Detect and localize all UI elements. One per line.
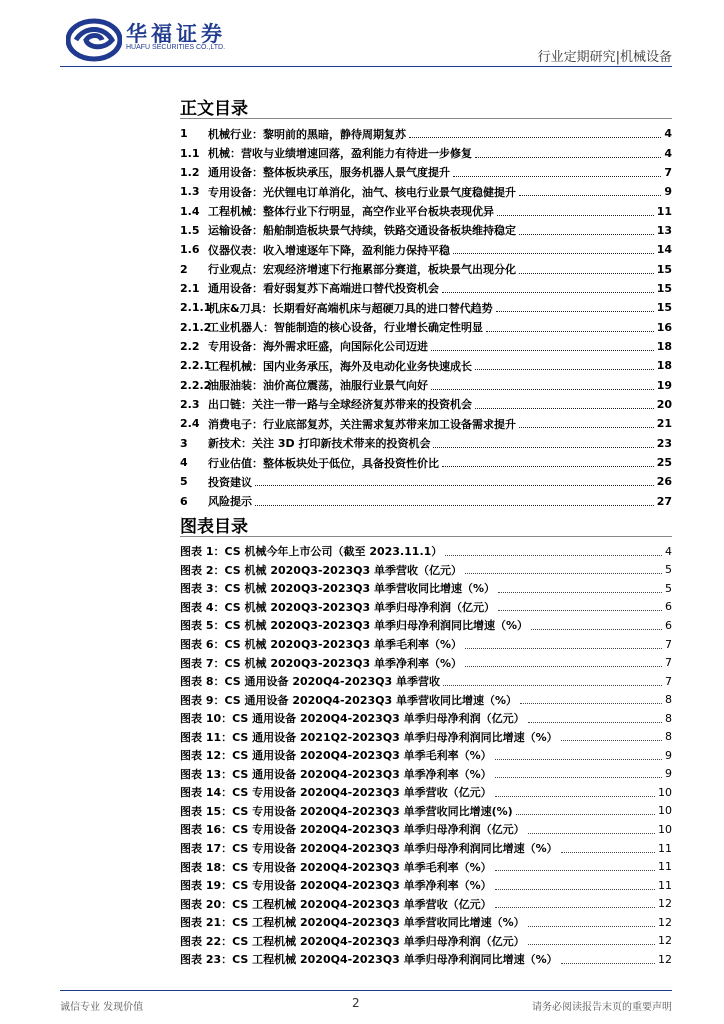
huafu-logo-icon bbox=[66, 18, 122, 62]
figure-entry-page: 12 bbox=[658, 915, 672, 929]
figure-entry[interactable] bbox=[180, 913, 672, 932]
toc-leader-dots bbox=[431, 389, 654, 390]
toc-entry[interactable] bbox=[180, 182, 672, 201]
toc-entry-title: 仪器仪表：收入增速逐年下降，盈利能力保持平稳 bbox=[208, 243, 450, 257]
figure-entry-title: 图表 16：CS 专用设备 2020Q4-2023Q3 单季归母净利润（亿元） bbox=[180, 823, 525, 837]
toc-entry-page: 14 bbox=[656, 243, 672, 257]
toc-entry-page: 23 bbox=[656, 436, 672, 450]
toc-entry-page: 16 bbox=[656, 320, 672, 334]
toc-entry-number: 1.4 bbox=[180, 204, 200, 218]
toc-entry[interactable] bbox=[180, 395, 672, 414]
figure-entry-title: 图表 6：CS 机械 2020Q3-2023Q3 单季毛利率（%） bbox=[180, 638, 462, 651]
figure-entry-page: 5 bbox=[665, 581, 672, 595]
figure-entry-page: 6 bbox=[665, 600, 672, 614]
figure-entry-page: 12 bbox=[658, 952, 672, 966]
toc-entry[interactable] bbox=[180, 356, 672, 375]
figure-entry-title: 图表 8：CS 通用设备 2020Q4-2023Q3 单季营收 bbox=[180, 675, 440, 689]
toc-entry[interactable] bbox=[180, 201, 672, 220]
toc-entry[interactable] bbox=[180, 124, 672, 143]
figure-entry-title: 图表 20：CS 工程机械 2020Q4-2023Q3 单季营收（亿元） bbox=[180, 897, 492, 911]
toc-entry[interactable] bbox=[180, 453, 672, 472]
figure-entry-title: 图表 9：CS 通用设备 2020Q4-2023Q3 单季营收同比增速（%） bbox=[180, 693, 517, 707]
figure-entry-page: 6 bbox=[665, 618, 672, 632]
toc-entry-number: 2.2.2 bbox=[180, 378, 212, 392]
figure-entry-title: 图表 3：CS 机械 2020Q3-2023Q3 单季营收同比增速（%） bbox=[180, 582, 495, 596]
toc-entry-title: 运输设备：船舶制造板块景气持续，铁路交通设备板块维持稳定 bbox=[208, 224, 516, 238]
toc-entry-number: 5 bbox=[180, 475, 188, 489]
figure-entry[interactable] bbox=[180, 783, 672, 802]
toc-entry-page: 7 bbox=[664, 165, 672, 179]
figure-entry-title: 图表 5：CS 机械 2020Q3-2023Q3 单季归母净利润同比增速（%） bbox=[180, 619, 528, 633]
figure-leader-dots bbox=[516, 814, 655, 815]
figure-entry[interactable] bbox=[180, 950, 672, 969]
figure-entry[interactable] bbox=[180, 820, 672, 839]
figure-entry-page: 7 bbox=[665, 674, 672, 688]
figure-entry[interactable] bbox=[180, 709, 672, 728]
toc-entry-title: 工程机械：整体行业下行明显，高空作业平台板块表现优异 bbox=[208, 205, 494, 219]
toc-entry-page: 27 bbox=[656, 494, 672, 508]
toc-entry-title: 消费电子：行业底部复苏，关注需求复苏带来加工设备需求提升 bbox=[208, 417, 516, 431]
toc-entry-title: 油服油装：油价高位震荡，油服行业景气向好 bbox=[208, 379, 428, 393]
toc-entry-title: 机械行业：黎明前的黑暗，静待周期复苏 bbox=[208, 127, 406, 141]
toc-entry-page: 13 bbox=[656, 223, 672, 237]
figure-entry[interactable] bbox=[180, 857, 672, 876]
figure-entry[interactable] bbox=[180, 672, 672, 691]
figure-entry[interactable] bbox=[180, 690, 672, 709]
figure-entry-title: 图表 7：CS 机械 2020Q3-2023Q3 单季净利率（%） bbox=[180, 656, 462, 670]
toc-entry-page: 20 bbox=[656, 397, 672, 411]
figure-entry-page: 10 bbox=[658, 804, 672, 818]
toc-entry-number: 2.2.1 bbox=[180, 359, 212, 373]
toc-title: 正文目录 bbox=[180, 99, 248, 119]
toc-entry-page: 26 bbox=[656, 475, 672, 489]
toc-entry-page: 15 bbox=[656, 301, 672, 315]
header-divider bbox=[60, 66, 672, 67]
figure-entry[interactable] bbox=[180, 876, 672, 895]
toc-leader-dots bbox=[433, 447, 653, 448]
toc-entry[interactable] bbox=[180, 434, 672, 453]
figure-entry[interactable] bbox=[180, 802, 672, 821]
page-header bbox=[0, 0, 724, 70]
toc-entry[interactable] bbox=[180, 143, 672, 162]
figure-entry-title: 图表 1：CS 机械今年上市公司（截至 2023.11.1） bbox=[180, 545, 443, 559]
toc-entry[interactable] bbox=[180, 414, 672, 433]
toc-entry-title: 投资建议 bbox=[208, 475, 252, 489]
toc-leader-dots bbox=[475, 157, 661, 158]
toc-entry-number: 1 bbox=[180, 127, 188, 141]
figure-entry-title: 图表 19：CS 专用设备 2020Q4-2023Q3 单季净利率（%） bbox=[180, 879, 492, 893]
toc-entry[interactable] bbox=[180, 317, 672, 336]
figure-entry-page: 9 bbox=[665, 767, 672, 781]
figure-entry-page: 12 bbox=[658, 934, 672, 948]
toc-entry-page: 4 bbox=[664, 146, 672, 160]
toc-entry-page: 18 bbox=[656, 339, 672, 353]
figure-leader-dots bbox=[498, 610, 662, 611]
toc-entry[interactable] bbox=[180, 472, 672, 491]
toc-entry-page: 15 bbox=[656, 262, 672, 276]
figure-leader-dots bbox=[531, 629, 662, 630]
toc-entry-number: 1.2 bbox=[180, 165, 200, 179]
figure-entry-title: 图表 12：CS 通用设备 2020Q4-2023Q3 单季毛利率（%） bbox=[180, 749, 492, 763]
figure-entry-page: 11 bbox=[658, 878, 672, 892]
table-of-contents bbox=[180, 124, 672, 511]
toc-leader-dots bbox=[486, 331, 654, 332]
figure-entry-page: 4 bbox=[665, 544, 672, 558]
toc-entry-title: 行业观点：宏观经济增速下行拖累部分赛道，板块景气出现分化 bbox=[208, 263, 516, 277]
figure-entry-title: 图表 2：CS 机械 2020Q3-2023Q3 单季营收（亿元） bbox=[180, 563, 462, 577]
figure-entry-page: 10 bbox=[658, 822, 672, 836]
figure-leader-dots bbox=[465, 648, 662, 649]
toc-entry-number: 2.2 bbox=[180, 339, 200, 353]
figure-entry-page: 11 bbox=[658, 841, 672, 855]
toc-leader-dots bbox=[255, 505, 654, 506]
toc-entry-page: 11 bbox=[656, 204, 672, 218]
toc-entry[interactable] bbox=[180, 492, 672, 511]
figure-entry[interactable] bbox=[180, 653, 672, 672]
toc-entry-number: 3 bbox=[180, 436, 188, 450]
figure-entry[interactable] bbox=[180, 635, 672, 654]
toc-entry-page: 25 bbox=[656, 456, 672, 470]
toc-leader-dots bbox=[442, 466, 654, 467]
toc-entry-page: 21 bbox=[656, 417, 672, 431]
figure-entry-page: 8 bbox=[665, 693, 672, 707]
toc-entry[interactable] bbox=[180, 240, 672, 259]
toc-entry-title: 行业估值：整体板块处于低位，具备投资性价比 bbox=[208, 456, 439, 470]
toc-entry-number: 1.5 bbox=[180, 223, 200, 237]
figure-entry[interactable] bbox=[180, 765, 672, 784]
toc-leader-dots bbox=[442, 292, 654, 293]
toc-entry[interactable] bbox=[180, 375, 672, 394]
toc-entry[interactable] bbox=[180, 221, 672, 240]
figure-leader-dots bbox=[528, 944, 655, 945]
figure-entry-page: 7 bbox=[665, 637, 672, 651]
figure-entry-page: 8 bbox=[665, 730, 672, 744]
toc-entry-title: 机床&刀具：长期看好高端机床与超硬刀具的进口替代趋势 bbox=[208, 301, 493, 315]
toc-entry-page: 18 bbox=[656, 359, 672, 373]
figure-entry[interactable] bbox=[180, 727, 672, 746]
figure-entry-page: 9 bbox=[665, 748, 672, 762]
company-logo bbox=[66, 18, 266, 62]
toc-entry-title: 新技术：关注 3D 打印新技术带来的投资机会 bbox=[208, 437, 431, 451]
figure-leader-dots bbox=[561, 740, 662, 741]
footer-divider bbox=[60, 990, 672, 991]
toc-leader-dots bbox=[497, 215, 654, 216]
toc-leader-dots bbox=[519, 195, 661, 196]
report-type: 行业定期研究|机械设备 bbox=[537, 50, 672, 65]
footer-disclaimer: 请务必阅读报告末页的重要声明 bbox=[532, 1002, 672, 1013]
figure-leader-dots bbox=[495, 759, 662, 760]
toc-entry-title: 出口链：关注一带一路与全球经济复苏带来的投资机会 bbox=[208, 398, 472, 412]
toc-leader-dots bbox=[519, 273, 654, 274]
toc-entry[interactable] bbox=[180, 279, 672, 298]
page-number: 2 bbox=[352, 996, 360, 1010]
toc-entry-number: 2.1.2 bbox=[180, 320, 212, 334]
figure-leader-dots bbox=[443, 685, 662, 686]
toc-leader-dots bbox=[255, 485, 654, 486]
toc-entry-number: 2.4 bbox=[180, 417, 200, 431]
figure-entry[interactable] bbox=[180, 561, 672, 580]
toc-entry-page: 9 bbox=[664, 185, 672, 199]
figure-entry[interactable] bbox=[180, 616, 672, 635]
toc-entry-number: 6 bbox=[180, 494, 188, 508]
figure-leader-dots bbox=[498, 592, 662, 593]
toc-leader-dots bbox=[409, 137, 661, 138]
toc-entry-title: 机械：营收与业绩增速回落，盈利能力有待进一步修复 bbox=[208, 147, 472, 161]
toc-entry-title: 风险提示 bbox=[208, 495, 252, 509]
toc-leader-dots bbox=[496, 311, 654, 312]
figure-entry-page: 8 bbox=[665, 711, 672, 725]
toc-entry-page: 19 bbox=[656, 378, 672, 392]
figure-entry[interactable] bbox=[180, 598, 672, 617]
toc-entry[interactable] bbox=[180, 298, 672, 317]
toc-entry-title: 通用设备：整体板块承压，服务机器人景气度提升 bbox=[208, 166, 450, 180]
toc-entry-number: 2 bbox=[180, 262, 188, 276]
figure-entry-title: 图表 10：CS 通用设备 2020Q4-2023Q3 单季归母净利润（亿元） bbox=[180, 712, 525, 726]
toc-leader-dots bbox=[475, 408, 654, 409]
toc-leader-dots bbox=[431, 350, 654, 351]
toc-entry-title: 专用设备：海外需求旺盛，向国际化公司迈进 bbox=[208, 340, 428, 354]
figure-entry[interactable] bbox=[180, 579, 672, 598]
toc-entry-title: 通用设备：看好弱复苏下高端进口替代投资机会 bbox=[208, 282, 439, 296]
toc-entry-number: 2.3 bbox=[180, 397, 200, 411]
figure-entry-page: 12 bbox=[658, 897, 672, 911]
logo-subtext: HUAFU SECURITIES CO.,LTD. bbox=[126, 44, 226, 51]
figure-entry[interactable] bbox=[180, 839, 672, 858]
toc-entry-number: 1.1 bbox=[180, 146, 200, 160]
toc-leader-dots bbox=[475, 369, 654, 370]
figure-entry-title: 图表 22：CS 工程机械 2020Q4-2023Q3 单季归母净利润（亿元） bbox=[180, 934, 525, 948]
figure-leader-dots bbox=[495, 796, 655, 797]
figure-entry-title: 图表 17：CS 专用设备 2020Q4-2023Q3 单季归母净利润同比增速（%） bbox=[180, 842, 558, 856]
figure-entry[interactable] bbox=[180, 746, 672, 765]
figure-entry-page: 5 bbox=[665, 563, 672, 577]
toc-title-underline bbox=[180, 118, 672, 119]
toc-entry-number: 2.1 bbox=[180, 281, 200, 295]
toc-leader-dots bbox=[519, 427, 654, 428]
figure-entry[interactable] bbox=[180, 894, 672, 913]
figure-entry-title: 图表 13：CS 通用设备 2020Q4-2023Q3 单季净利率（%） bbox=[180, 767, 492, 781]
logo-text: 华福证券 bbox=[126, 22, 226, 46]
toc-entry-page: 4 bbox=[664, 127, 672, 141]
figure-entry[interactable] bbox=[180, 542, 672, 561]
toc-entry-title: 工程机械：国内业务承压，海外及电动化业务快速成长 bbox=[208, 359, 472, 373]
figure-leader-dots bbox=[495, 777, 662, 778]
figure-entry-title: 图表 18：CS 专用设备 2020Q4-2023Q3 单季毛利率（%） bbox=[180, 860, 492, 874]
toc-entry-page: 15 bbox=[656, 281, 672, 295]
figure-leader-dots bbox=[495, 907, 655, 908]
figure-leader-dots bbox=[495, 889, 655, 890]
toc-leader-dots bbox=[453, 176, 661, 177]
toc-entry-number: 2.1.1 bbox=[180, 301, 212, 315]
toc-entry[interactable] bbox=[180, 337, 672, 356]
figure-entry-title: 图表 14：CS 专用设备 2020Q4-2023Q3 单季营收（亿元） bbox=[180, 786, 492, 800]
figure-entry-title: 图表 4：CS 机械 2020Q3-2023Q3 单季归母净利润（亿元） bbox=[180, 600, 495, 614]
figure-leader-dots bbox=[528, 926, 655, 927]
figures-title-underline bbox=[180, 536, 672, 537]
figure-leader-dots bbox=[520, 703, 662, 704]
figure-entry-page: 10 bbox=[658, 785, 672, 799]
figure-entry-page: 11 bbox=[658, 860, 672, 874]
figure-leader-dots bbox=[561, 963, 655, 964]
figure-leader-dots bbox=[445, 555, 662, 556]
toc-entry-number: 4 bbox=[180, 456, 188, 470]
toc-entry-title: 专用设备：光伏锂电订单消化，油气、核电行业景气度稳健提升 bbox=[208, 185, 516, 199]
toc-entry-title: 工业机器人：智能制造的核心设备，行业增长确定性明显 bbox=[208, 321, 483, 335]
figure-entry-title: 图表 23：CS 工程机械 2020Q4-2023Q3 单季归母净利润同比增速（%） bbox=[180, 953, 558, 967]
toc-leader-dots bbox=[519, 234, 654, 235]
figure-leader-dots bbox=[495, 870, 655, 871]
toc-entry[interactable] bbox=[180, 259, 672, 278]
toc-entry-number: 1.3 bbox=[180, 185, 200, 199]
figures-list bbox=[180, 542, 672, 969]
figure-entry-title: 图表 21：CS 工程机械 2020Q4-2023Q3 单季营收同比增速（%） bbox=[180, 916, 525, 930]
toc-leader-dots bbox=[453, 253, 654, 254]
figure-leader-dots bbox=[528, 833, 655, 834]
figure-entry-title: 图表 15：CS 专用设备 2020Q4-2023Q3 单季营收同比增速(%) bbox=[180, 804, 513, 818]
toc-entry[interactable] bbox=[180, 163, 672, 182]
figure-entry[interactable] bbox=[180, 931, 672, 950]
figure-entry-title: 图表 11：CS 通用设备 2021Q2-2023Q3 单季归母净利润同比增速（%） bbox=[180, 730, 558, 744]
figure-leader-dots bbox=[465, 573, 662, 574]
figures-title: 图表目录 bbox=[180, 517, 248, 537]
figure-entry-page: 7 bbox=[665, 656, 672, 670]
figure-leader-dots bbox=[561, 852, 655, 853]
toc-entry-number: 1.6 bbox=[180, 243, 200, 257]
footer-slogan: 诚信专业 发现价值 bbox=[60, 1002, 144, 1013]
figure-leader-dots bbox=[528, 722, 662, 723]
figure-leader-dots bbox=[465, 666, 662, 667]
